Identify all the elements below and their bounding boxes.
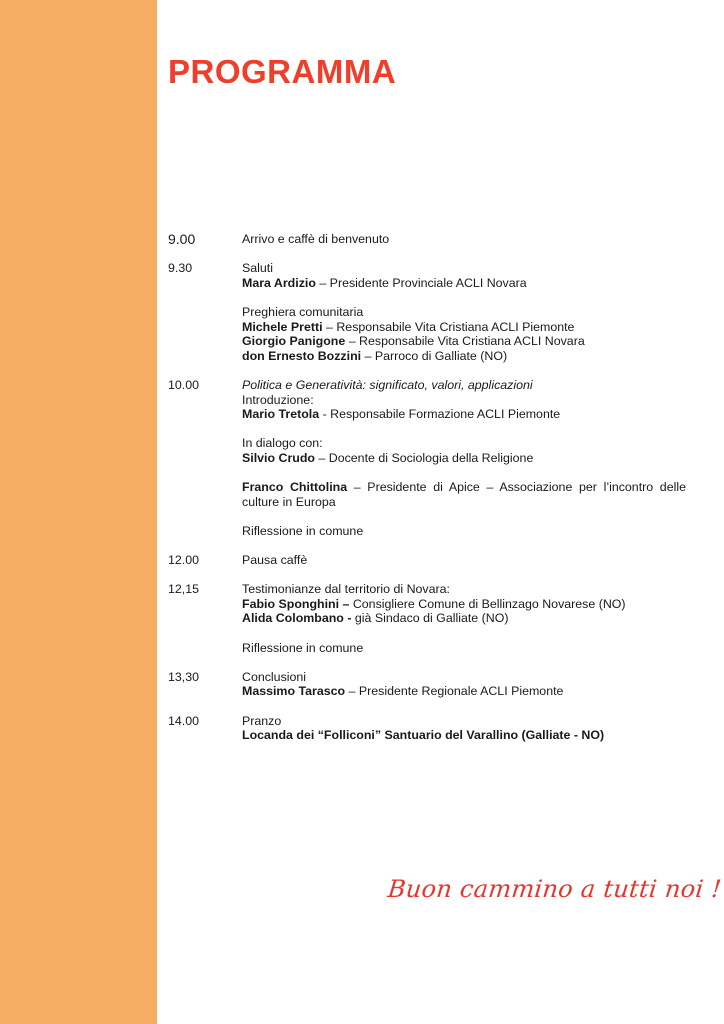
speaker-role: – Responsabile Vita Cristiana ACLI Piemonte bbox=[322, 319, 575, 334]
speaker-name: Mara Ardizio bbox=[242, 275, 316, 290]
schedule-line bbox=[242, 232, 686, 247]
schedule-line bbox=[242, 436, 686, 451]
schedule-line bbox=[242, 393, 686, 408]
speaker-name: Michele Pretti bbox=[242, 319, 323, 334]
schedule-time: 12.00 bbox=[168, 553, 200, 568]
speaker-role: – Presidente Provinciale ACLI Novara bbox=[315, 275, 527, 290]
speaker-role: – Responsabile Vita Cristiana ACLI Novara bbox=[345, 334, 585, 349]
line-text: Saluti bbox=[242, 261, 273, 276]
schedule-line bbox=[242, 524, 686, 539]
schedule-item bbox=[168, 261, 686, 363]
schedule-line bbox=[242, 378, 686, 393]
speaker-role: - Responsabile Formazione ACLI Piemonte bbox=[319, 407, 561, 422]
schedule-item bbox=[168, 232, 686, 247]
speaker-role: Consigliere Comune di Bellinzago Novarese (NO) bbox=[349, 596, 626, 611]
speaker-line bbox=[242, 349, 686, 364]
page-title: PROGRAMMA bbox=[168, 53, 397, 90]
speaker-name: Massimo Tarasco bbox=[242, 684, 346, 699]
speaker-line bbox=[242, 684, 686, 699]
spacer bbox=[242, 626, 686, 641]
speaker-name: Giorgio Panigone bbox=[242, 334, 346, 349]
schedule-time: 10.00 bbox=[168, 377, 200, 392]
side-color-band bbox=[0, 0, 157, 1024]
schedule-item bbox=[168, 553, 686, 568]
speaker-name: Locanda dei “Folliconi” Santuario del Varallino (Galliate - NO) bbox=[242, 728, 605, 743]
schedule-content bbox=[242, 261, 686, 363]
speaker-role: – Docente di Sociologia della Religione bbox=[314, 450, 534, 465]
schedule-content bbox=[242, 670, 686, 699]
line-text: Pausa caffè bbox=[242, 553, 308, 568]
speaker-role: già Sindaco di Galliate (NO) bbox=[351, 611, 509, 626]
speaker-name: Mario Tretola bbox=[242, 407, 320, 422]
spacer bbox=[242, 509, 686, 524]
schedule-line bbox=[242, 714, 686, 729]
speaker-name: don Ernesto Bozzini bbox=[242, 348, 362, 363]
schedule-content bbox=[242, 714, 686, 743]
line-text: Riflessione in comune bbox=[242, 523, 364, 538]
speaker-line bbox=[242, 480, 686, 509]
speaker-name: Alida Colombano - bbox=[242, 611, 352, 626]
line-text: Politica e Generatività: significato, valori, applicazioni bbox=[242, 377, 533, 392]
speaker-line bbox=[242, 728, 686, 743]
schedule-time: 12,15 bbox=[168, 582, 200, 597]
schedule-item bbox=[168, 582, 686, 655]
line-text: Conclusioni bbox=[242, 669, 307, 684]
speaker-line bbox=[242, 451, 686, 466]
line-text: Pranzo bbox=[242, 713, 282, 728]
speaker-line bbox=[242, 334, 686, 349]
line-text: In dialogo con: bbox=[242, 436, 323, 451]
line-text: Preghiera comunitaria bbox=[242, 304, 364, 319]
schedule-list bbox=[168, 232, 686, 757]
spacer bbox=[242, 422, 686, 437]
schedule-line bbox=[242, 641, 686, 656]
schedule-line bbox=[242, 305, 686, 320]
speaker-line bbox=[242, 320, 686, 335]
speaker-line bbox=[242, 611, 686, 626]
spacer bbox=[242, 466, 686, 481]
schedule-line bbox=[242, 670, 686, 685]
schedule-item bbox=[168, 714, 686, 743]
line-text: Introduzione: bbox=[242, 392, 314, 407]
schedule-line bbox=[242, 553, 686, 568]
speaker-line bbox=[242, 597, 686, 612]
speaker-role: – Parroco di Galliate (NO) bbox=[361, 348, 508, 363]
schedule-time: 9.30 bbox=[168, 261, 193, 276]
schedule-item bbox=[168, 670, 686, 699]
schedule-content bbox=[242, 232, 686, 247]
line-text: Arrivo e caffè di benvenuto bbox=[242, 232, 390, 246]
signoff-text: Buon cammino a tutti noi ! bbox=[386, 875, 723, 903]
line-text: Riflessione in comune bbox=[242, 640, 364, 655]
schedule-line bbox=[242, 261, 686, 276]
schedule-content bbox=[242, 378, 686, 539]
schedule-time: 13,30 bbox=[168, 669, 200, 684]
speaker-line bbox=[242, 276, 686, 291]
speaker-role: – Presidente Regionale ACLI Piemonte bbox=[345, 684, 564, 699]
speaker-name: Silvio Crudo bbox=[242, 450, 315, 465]
schedule-item bbox=[168, 378, 686, 539]
schedule-time: 14.00 bbox=[168, 713, 200, 728]
speaker-name: Franco Chittolina bbox=[242, 480, 348, 495]
speaker-role: – Presidente di Apice – Associazione per l’incontro delle culture in Europa bbox=[242, 480, 686, 509]
speaker-line bbox=[242, 407, 686, 422]
spacer bbox=[242, 290, 686, 305]
schedule-content bbox=[242, 582, 686, 655]
schedule-time: 9.00 bbox=[168, 231, 196, 247]
schedule-line bbox=[242, 582, 686, 597]
schedule-content bbox=[242, 553, 686, 568]
line-text: Testimonianze dal territorio di Novara: bbox=[242, 582, 450, 597]
speaker-name: Fabio Sponghini – bbox=[242, 596, 350, 611]
